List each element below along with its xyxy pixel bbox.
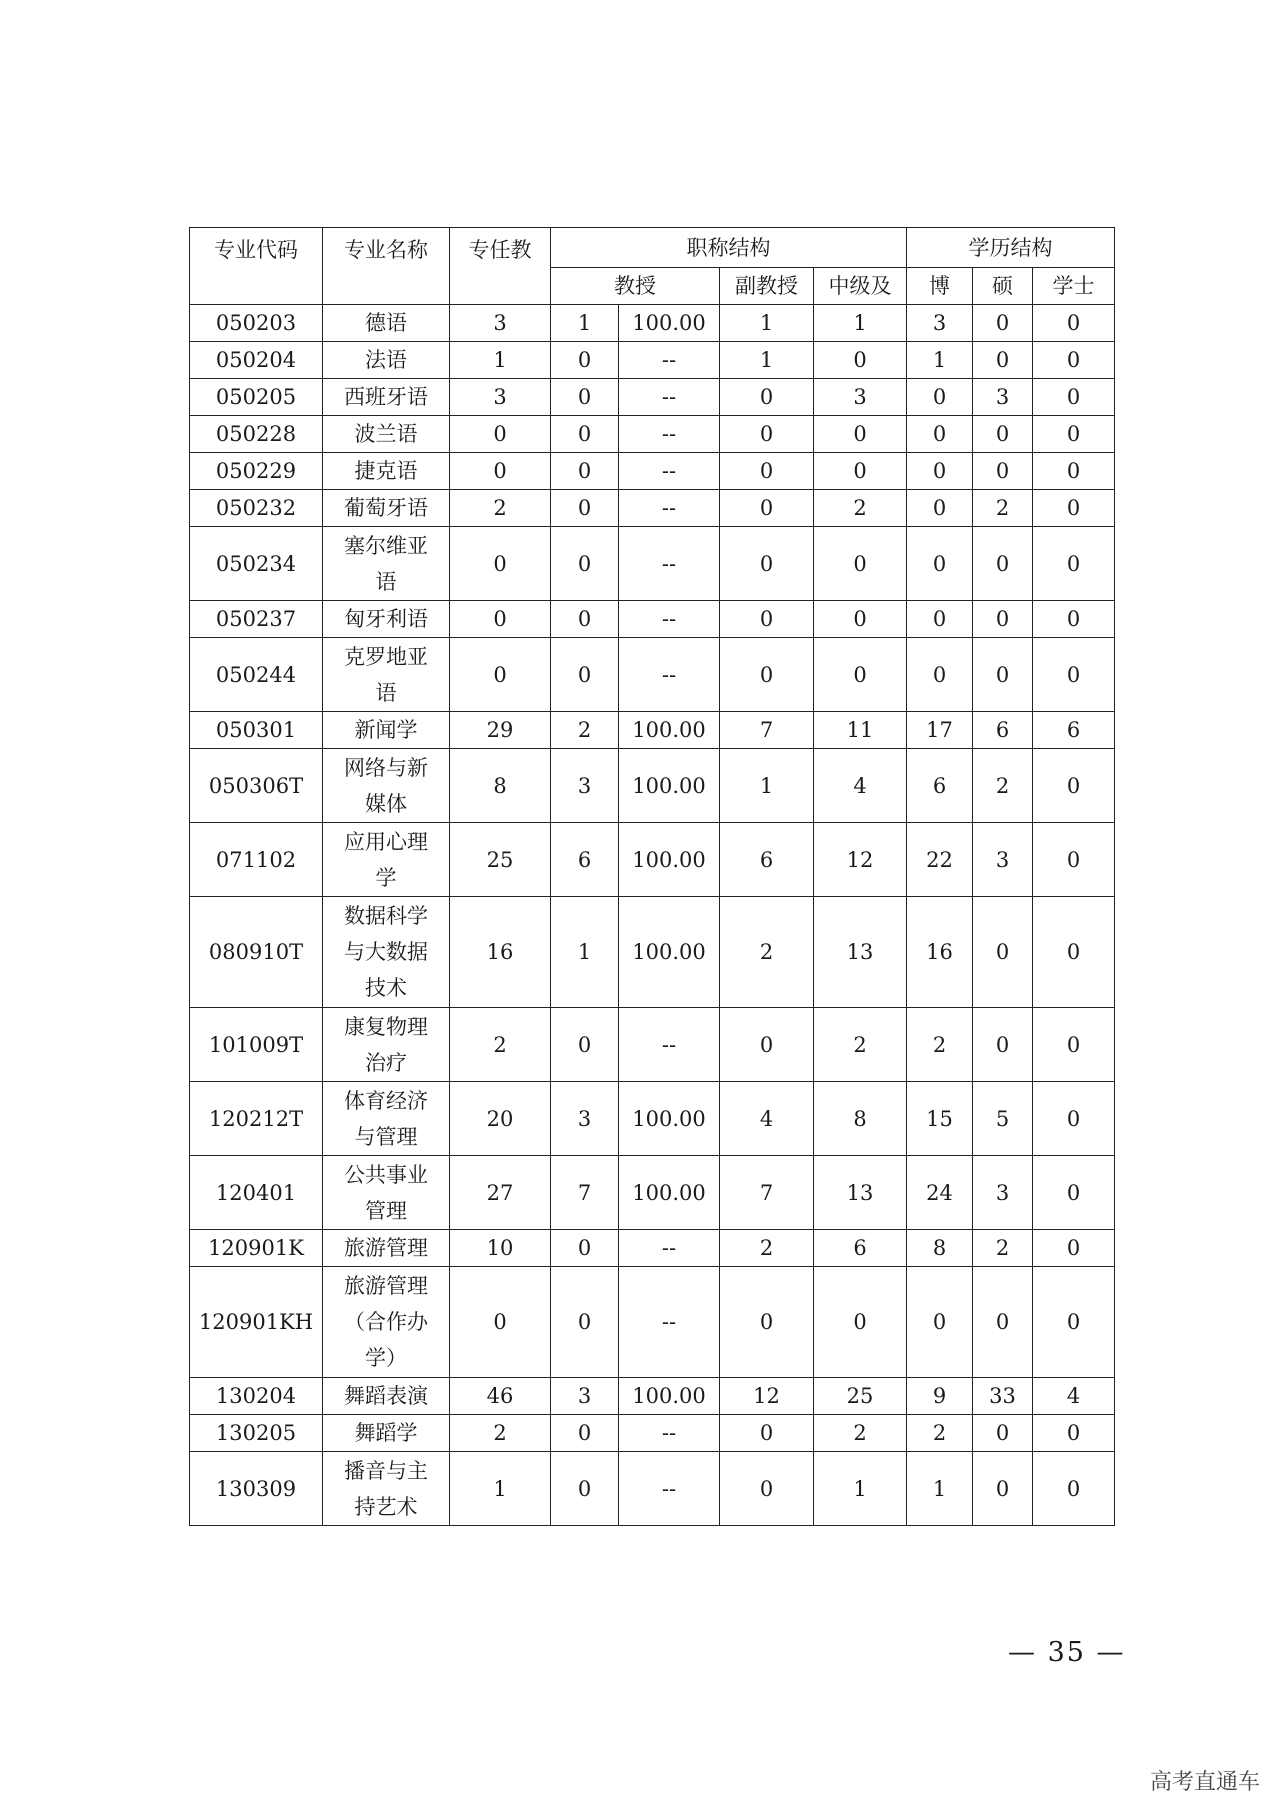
cell-code: 120212T [190, 1082, 323, 1156]
cell-assoc: 0 [720, 490, 814, 527]
cell-prof: 0 [551, 379, 619, 416]
cell-mas: 0 [973, 527, 1033, 601]
cell-prof: 3 [551, 1378, 619, 1415]
major-name-line: 与管理 [354, 1124, 418, 1149]
watermark: 高考直通车 [1149, 1770, 1260, 1795]
major-name-line: 西班牙语 [344, 385, 428, 409]
cell-assoc: 0 [720, 453, 814, 490]
cell-code: 050234 [190, 527, 323, 601]
cell-assoc: 0 [720, 527, 814, 601]
cell-mid: 1 [814, 1452, 907, 1526]
major-name-line: 塞尔维亚 [344, 533, 428, 558]
cell-fulltime: 0 [450, 453, 551, 490]
major-name-line: 舞蹈表演 [344, 1384, 428, 1408]
cell-code: 050232 [190, 490, 323, 527]
major-name-line: 学） [365, 1346, 407, 1370]
major-name-line: 技术 [365, 976, 407, 1000]
cell-fulltime: 2 [450, 490, 551, 527]
cell-assoc: 0 [720, 601, 814, 638]
cell-mid: 4 [814, 749, 907, 823]
major-name-line: 旅游管理 [344, 1236, 428, 1260]
cell-code: 130205 [190, 1415, 323, 1452]
cell-code: 050228 [190, 416, 323, 453]
table-row [190, 749, 1115, 823]
cell-prof-pct: -- [619, 379, 720, 416]
table-row [190, 305, 1115, 342]
cell-name [323, 1452, 450, 1526]
major-name-line: 语 [375, 680, 397, 705]
table-row [190, 712, 1115, 749]
cell-name [323, 527, 450, 601]
major-name-line: 学 [375, 865, 397, 890]
cell-prof-pct: 100.00 [619, 823, 720, 897]
cell-name [323, 1267, 450, 1378]
cell-doc: 3 [907, 305, 973, 342]
cell-code: 120901KH [190, 1267, 323, 1378]
cell-mid: 0 [814, 342, 907, 379]
table-row [190, 1267, 1115, 1378]
table-row [190, 379, 1115, 416]
cell-code: 080910T [190, 897, 323, 1008]
cell-prof-pct: 100.00 [619, 1156, 720, 1230]
cell-fulltime: 0 [450, 527, 551, 601]
cell-doc: 0 [907, 601, 973, 638]
cell-doc: 0 [907, 453, 973, 490]
cell-code: 050244 [190, 638, 323, 712]
cell-mas: 0 [973, 1267, 1033, 1378]
table-row [190, 638, 1115, 712]
header-bachelor: 学士 [1033, 268, 1115, 305]
cell-mas: 0 [973, 897, 1033, 1008]
cell-prof-pct: 100.00 [619, 1082, 720, 1156]
cell-name [323, 490, 450, 527]
cell-mas: 6 [973, 712, 1033, 749]
cell-mas: 0 [973, 601, 1033, 638]
cell-code: 050301 [190, 712, 323, 749]
cell-code: 050205 [190, 379, 323, 416]
major-name-line: 新闻学 [354, 718, 418, 742]
cell-name [323, 1082, 450, 1156]
cell-name [323, 1378, 450, 1415]
cell-doc: 2 [907, 1008, 973, 1082]
cell-mid: 13 [814, 1156, 907, 1230]
header-row-top [190, 228, 1115, 268]
major-name-line: 与大数据 [344, 940, 428, 964]
table-row [190, 1452, 1115, 1526]
cell-doc: 2 [907, 1415, 973, 1452]
cell-mas: 2 [973, 749, 1033, 823]
major-name-line: 体育经济 [344, 1088, 428, 1113]
cell-prof: 7 [551, 1156, 619, 1230]
header-doctor: 博 [907, 268, 973, 305]
cell-mid: 3 [814, 379, 907, 416]
cell-assoc: 7 [720, 712, 814, 749]
cell-code: 050306T [190, 749, 323, 823]
cell-fulltime: 0 [450, 416, 551, 453]
cell-code: 050203 [190, 305, 323, 342]
cell-bac: 4 [1033, 1378, 1115, 1415]
major-name-line: 葡萄牙语 [344, 496, 428, 520]
cell-bac: 0 [1033, 601, 1115, 638]
cell-bac: 0 [1033, 1415, 1115, 1452]
table-row [190, 1230, 1115, 1267]
cell-fulltime: 2 [450, 1008, 551, 1082]
cell-prof-pct: -- [619, 490, 720, 527]
table-row [190, 1008, 1115, 1082]
cell-mas: 5 [973, 1082, 1033, 1156]
cell-mas: 0 [973, 342, 1033, 379]
major-name-line: 管理 [365, 1198, 407, 1223]
cell-mid: 0 [814, 601, 907, 638]
cell-prof-pct: -- [619, 416, 720, 453]
cell-mas: 0 [973, 1415, 1033, 1452]
cell-doc: 0 [907, 638, 973, 712]
table-row [190, 1415, 1115, 1452]
cell-fulltime: 46 [450, 1378, 551, 1415]
cell-prof: 6 [551, 823, 619, 897]
major-name-line: 捷克语 [354, 459, 418, 483]
cell-doc: 17 [907, 712, 973, 749]
cell-prof: 0 [551, 1452, 619, 1526]
cell-assoc: 1 [720, 342, 814, 379]
cell-name [323, 638, 450, 712]
cell-mas: 0 [973, 1008, 1033, 1082]
cell-prof: 0 [551, 342, 619, 379]
cell-fulltime: 0 [450, 601, 551, 638]
table-row [190, 527, 1115, 601]
cell-name [323, 453, 450, 490]
cell-prof-pct: -- [619, 601, 720, 638]
cell-mid: 25 [814, 1378, 907, 1415]
cell-name [323, 601, 450, 638]
cell-assoc: 1 [720, 305, 814, 342]
cell-fulltime: 0 [450, 638, 551, 712]
cell-prof: 3 [551, 749, 619, 823]
cell-prof: 0 [551, 416, 619, 453]
cell-bac: 0 [1033, 1082, 1115, 1156]
cell-mid: 11 [814, 712, 907, 749]
header-assoc-professor: 副教授 [720, 268, 814, 305]
cell-doc: 22 [907, 823, 973, 897]
cell-mid: 0 [814, 638, 907, 712]
cell-prof: 0 [551, 527, 619, 601]
cell-prof: 0 [551, 1267, 619, 1378]
cell-name [323, 1415, 450, 1452]
cell-mid: 2 [814, 1415, 907, 1452]
cell-fulltime: 8 [450, 749, 551, 823]
cell-name [323, 897, 450, 1008]
cell-fulltime: 10 [450, 1230, 551, 1267]
cell-mas: 0 [973, 305, 1033, 342]
cell-code: 050229 [190, 453, 323, 490]
cell-prof-pct: -- [619, 1452, 720, 1526]
header-title-structure: 职称结构 [551, 228, 907, 268]
cell-doc: 15 [907, 1082, 973, 1156]
table-row [190, 1082, 1115, 1156]
cell-prof-pct: 100.00 [619, 712, 720, 749]
cell-doc: 0 [907, 416, 973, 453]
cell-bac: 0 [1033, 823, 1115, 897]
cell-code: 050204 [190, 342, 323, 379]
cell-bac: 0 [1033, 527, 1115, 601]
cell-mas: 3 [973, 823, 1033, 897]
cell-prof-pct: 100.00 [619, 1378, 720, 1415]
cell-doc: 9 [907, 1378, 973, 1415]
table-row [190, 601, 1115, 638]
cell-doc: 1 [907, 342, 973, 379]
cell-prof-pct: -- [619, 453, 720, 490]
cell-mid: 0 [814, 1267, 907, 1378]
major-name-line: 网络与新 [344, 755, 428, 780]
cell-fulltime: 20 [450, 1082, 551, 1156]
cell-bac: 0 [1033, 305, 1115, 342]
cell-name [323, 749, 450, 823]
cell-fulltime: 1 [450, 1452, 551, 1526]
major-name-line: 公共事业 [344, 1162, 428, 1187]
cell-fulltime: 3 [450, 305, 551, 342]
cell-bac: 0 [1033, 379, 1115, 416]
cell-mid: 0 [814, 416, 907, 453]
cell-name [323, 823, 450, 897]
cell-prof: 0 [551, 1008, 619, 1082]
cell-mas: 3 [973, 1156, 1033, 1230]
major-name-line: 德语 [365, 311, 407, 335]
cell-fulltime: 2 [450, 1415, 551, 1452]
table-row [190, 823, 1115, 897]
cell-doc: 6 [907, 749, 973, 823]
cell-prof-pct: -- [619, 1415, 720, 1452]
cell-mas: 0 [973, 453, 1033, 490]
cell-assoc: 0 [720, 416, 814, 453]
cell-assoc: 0 [720, 379, 814, 416]
cell-fulltime: 29 [450, 712, 551, 749]
cell-fulltime: 0 [450, 1267, 551, 1378]
cell-mas: 33 [973, 1378, 1033, 1415]
cell-prof: 0 [551, 601, 619, 638]
cell-prof-pct: 100.00 [619, 897, 720, 1008]
cell-code: 120401 [190, 1156, 323, 1230]
cell-prof: 0 [551, 1230, 619, 1267]
cell-doc: 16 [907, 897, 973, 1008]
major-name-line: 数据科学 [344, 904, 428, 928]
header-code: 专业代码 [190, 228, 323, 305]
cell-prof: 0 [551, 638, 619, 712]
faculty-table [189, 227, 1115, 1526]
cell-bac: 0 [1033, 1230, 1115, 1267]
cell-bac: 0 [1033, 1267, 1115, 1378]
major-name-line: 播音与主 [344, 1458, 428, 1483]
cell-assoc: 0 [720, 1008, 814, 1082]
cell-name [323, 1008, 450, 1082]
header-degree-structure: 学历结构 [907, 228, 1115, 268]
cell-prof-pct: -- [619, 527, 720, 601]
cell-fulltime: 1 [450, 342, 551, 379]
cell-mid: 2 [814, 490, 907, 527]
cell-bac: 0 [1033, 490, 1115, 527]
table-row [190, 1378, 1115, 1415]
major-name-line: 舞蹈学 [354, 1421, 418, 1445]
cell-prof-pct: -- [619, 638, 720, 712]
cell-assoc: 0 [720, 638, 814, 712]
cell-code: 050237 [190, 601, 323, 638]
cell-bac: 0 [1033, 342, 1115, 379]
page-number: — 35 — [1008, 1637, 1126, 1668]
cell-assoc: 0 [720, 1267, 814, 1378]
cell-prof-pct: 100.00 [619, 749, 720, 823]
cell-assoc: 0 [720, 1452, 814, 1526]
cell-fulltime: 27 [450, 1156, 551, 1230]
cell-name [323, 342, 450, 379]
major-name-line: 康复物理 [344, 1014, 428, 1039]
cell-name [323, 305, 450, 342]
cell-code: 071102 [190, 823, 323, 897]
cell-prof-pct: -- [619, 1230, 720, 1267]
cell-bac: 0 [1033, 416, 1115, 453]
header-name: 专业名称 [323, 228, 450, 305]
cell-assoc: 2 [720, 1230, 814, 1267]
cell-name [323, 416, 450, 453]
cell-bac: 0 [1033, 897, 1115, 1008]
cell-assoc: 2 [720, 897, 814, 1008]
cell-doc: 8 [907, 1230, 973, 1267]
major-name-line: 波兰语 [354, 422, 418, 446]
cell-code: 120901K [190, 1230, 323, 1267]
table-row [190, 897, 1115, 1008]
table-row [190, 490, 1115, 527]
table-row [190, 416, 1115, 453]
major-name-line: 治疗 [365, 1050, 407, 1075]
cell-fulltime: 16 [450, 897, 551, 1008]
major-name-line: 应用心理 [344, 829, 428, 854]
cell-mas: 3 [973, 379, 1033, 416]
major-name-line: 旅游管理 [344, 1274, 428, 1298]
cell-mas: 0 [973, 638, 1033, 712]
cell-mid: 1 [814, 305, 907, 342]
major-name-line: 法语 [365, 348, 407, 372]
cell-prof: 0 [551, 490, 619, 527]
cell-mas: 2 [973, 490, 1033, 527]
cell-fulltime: 25 [450, 823, 551, 897]
cell-prof: 1 [551, 897, 619, 1008]
cell-name [323, 379, 450, 416]
major-name-line: 语 [375, 569, 397, 594]
cell-assoc: 12 [720, 1378, 814, 1415]
cell-doc: 0 [907, 1267, 973, 1378]
cell-mid: 0 [814, 527, 907, 601]
cell-code: 130204 [190, 1378, 323, 1415]
header-fulltime: 专任教 [450, 228, 551, 305]
cell-name [323, 1230, 450, 1267]
header-professor: 教授 [551, 268, 720, 305]
cell-mid: 8 [814, 1082, 907, 1156]
header-master: 硕 [973, 268, 1033, 305]
cell-mid: 13 [814, 897, 907, 1008]
cell-prof: 3 [551, 1082, 619, 1156]
table-row [190, 342, 1115, 379]
table-row [190, 453, 1115, 490]
cell-bac: 0 [1033, 749, 1115, 823]
cell-code: 101009T [190, 1008, 323, 1082]
cell-mid: 2 [814, 1008, 907, 1082]
cell-bac: 0 [1033, 1156, 1115, 1230]
cell-prof: 0 [551, 1415, 619, 1452]
cell-bac: 0 [1033, 1452, 1115, 1526]
cell-mas: 2 [973, 1230, 1033, 1267]
cell-prof: 2 [551, 712, 619, 749]
cell-doc: 0 [907, 379, 973, 416]
cell-doc: 0 [907, 490, 973, 527]
major-name-line: 匈牙利语 [344, 607, 428, 631]
cell-mid: 6 [814, 1230, 907, 1267]
cell-mas: 0 [973, 1452, 1033, 1526]
cell-doc: 1 [907, 1452, 973, 1526]
data-sheet [189, 227, 1114, 1526]
cell-assoc: 4 [720, 1082, 814, 1156]
cell-name [323, 712, 450, 749]
cell-assoc: 6 [720, 823, 814, 897]
cell-bac: 0 [1033, 453, 1115, 490]
cell-prof-pct: -- [619, 342, 720, 379]
major-name-line: 媒体 [365, 791, 407, 816]
cell-code: 130309 [190, 1452, 323, 1526]
cell-prof-pct: 100.00 [619, 305, 720, 342]
cell-assoc: 0 [720, 1415, 814, 1452]
cell-prof: 1 [551, 305, 619, 342]
cell-doc: 0 [907, 527, 973, 601]
cell-mid: 0 [814, 453, 907, 490]
cell-prof: 0 [551, 453, 619, 490]
table-body [190, 305, 1115, 1526]
cell-mas: 0 [973, 416, 1033, 453]
table-row [190, 1156, 1115, 1230]
cell-doc: 24 [907, 1156, 973, 1230]
cell-bac: 0 [1033, 1008, 1115, 1082]
major-name-line: 克罗地亚 [344, 644, 428, 669]
cell-bac: 0 [1033, 638, 1115, 712]
cell-name [323, 1156, 450, 1230]
cell-assoc: 7 [720, 1156, 814, 1230]
cell-prof-pct: -- [619, 1267, 720, 1378]
major-name-line: （合作办 [344, 1310, 428, 1334]
cell-mid: 12 [814, 823, 907, 897]
major-name-line: 持艺术 [354, 1494, 418, 1519]
cell-prof-pct: -- [619, 1008, 720, 1082]
header-intermediate: 中级及 [814, 268, 907, 305]
cell-assoc: 1 [720, 749, 814, 823]
cell-fulltime: 3 [450, 379, 551, 416]
cell-bac: 6 [1033, 712, 1115, 749]
